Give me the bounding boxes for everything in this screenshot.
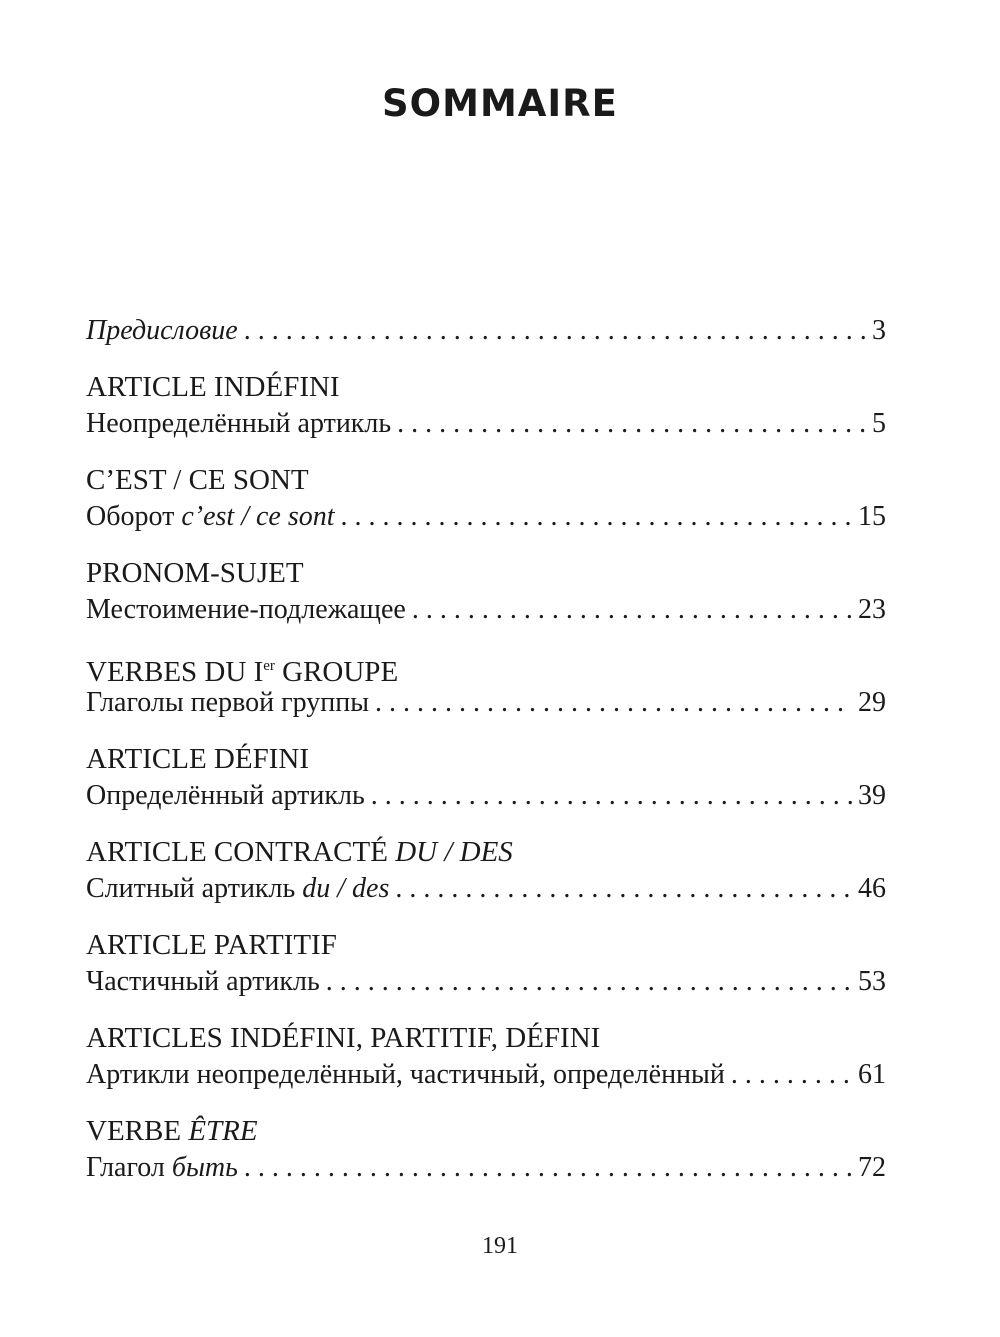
toc-line bbox=[86, 1056, 886, 1094]
toc-label: Оборот c’est / ce sont bbox=[86, 501, 335, 532]
toc-line bbox=[86, 870, 886, 908]
toc-label: Глаголы первой группы bbox=[86, 687, 370, 718]
toc-entry bbox=[86, 648, 886, 722]
toc-label: Местоимение-подлежащее bbox=[86, 594, 406, 625]
toc-page-number: 29 bbox=[858, 687, 886, 718]
dot-leader bbox=[375, 684, 852, 722]
toc-page-number: 39 bbox=[858, 780, 886, 811]
dot-leader bbox=[412, 591, 852, 629]
toc-entry bbox=[86, 741, 886, 815]
toc-page-number: 72 bbox=[858, 1152, 886, 1183]
toc-heading: VERBES DU Ier GROUPE bbox=[86, 656, 399, 688]
toc-page-number: 3 bbox=[872, 315, 886, 346]
toc-label: Определённый артикль bbox=[86, 780, 365, 811]
dot-leader bbox=[244, 1149, 852, 1187]
dot-leader bbox=[395, 870, 852, 908]
toc-entry bbox=[86, 927, 886, 1001]
toc-line bbox=[86, 498, 886, 536]
toc-heading: ARTICLE DÉFINI bbox=[86, 743, 309, 775]
toc-line bbox=[86, 963, 886, 1001]
toc-page-number: 5 bbox=[872, 408, 886, 439]
page-number: 191 bbox=[482, 1233, 518, 1259]
toc-heading: PRONOM-SUJET bbox=[86, 557, 304, 589]
toc-entry bbox=[86, 1113, 886, 1187]
toc-heading: ARTICLE INDÉFINI bbox=[86, 371, 340, 403]
toc-page-number: 23 bbox=[858, 594, 886, 625]
toc-line bbox=[86, 405, 886, 443]
dot-leader bbox=[397, 405, 866, 443]
toc-label: Артикли неопределённый, частичный, определённый bbox=[86, 1059, 725, 1090]
toc-label: Глагол быть bbox=[86, 1152, 238, 1183]
toc-label: Предисловие bbox=[86, 315, 238, 346]
toc-label: Частичный артикль bbox=[86, 966, 320, 997]
toc-page-number: 61 bbox=[858, 1059, 886, 1090]
toc-page-number: 15 bbox=[858, 501, 886, 532]
toc-entry bbox=[86, 1020, 886, 1094]
toc-page-number: 46 bbox=[858, 873, 886, 904]
dot-leader bbox=[371, 777, 852, 815]
table-of-contents bbox=[86, 312, 886, 1206]
toc-entry bbox=[86, 369, 886, 443]
dot-leader bbox=[731, 1056, 852, 1094]
dot-leader bbox=[244, 312, 866, 350]
toc-heading: ARTICLE CONTRACTÉ DU / DES bbox=[86, 836, 513, 868]
toc-line bbox=[86, 591, 886, 629]
toc-entry-preface bbox=[86, 312, 886, 350]
toc-heading: ARTICLE PARTITIF bbox=[86, 929, 337, 961]
toc-page-number: 53 bbox=[858, 966, 886, 997]
toc-line bbox=[86, 312, 886, 350]
toc-line bbox=[86, 1149, 886, 1187]
toc-label: Неопределённый артикль bbox=[86, 408, 392, 439]
toc-heading: C’EST / CE SONT bbox=[86, 464, 309, 496]
dot-leader bbox=[326, 963, 852, 1001]
toc-heading: VERBE ÊTRE bbox=[86, 1115, 258, 1147]
toc-entry bbox=[86, 555, 886, 629]
page-title: SOMMAIRE bbox=[382, 82, 618, 125]
toc-heading: ARTICLES INDÉFINI, PARTITIF, DÉFINI bbox=[86, 1022, 601, 1054]
toc-line bbox=[86, 684, 886, 722]
toc-line bbox=[86, 777, 886, 815]
toc-entry bbox=[86, 834, 886, 908]
toc-label: Слитный артикль du / des bbox=[86, 873, 390, 904]
toc-entry bbox=[86, 462, 886, 536]
dot-leader bbox=[341, 498, 852, 536]
